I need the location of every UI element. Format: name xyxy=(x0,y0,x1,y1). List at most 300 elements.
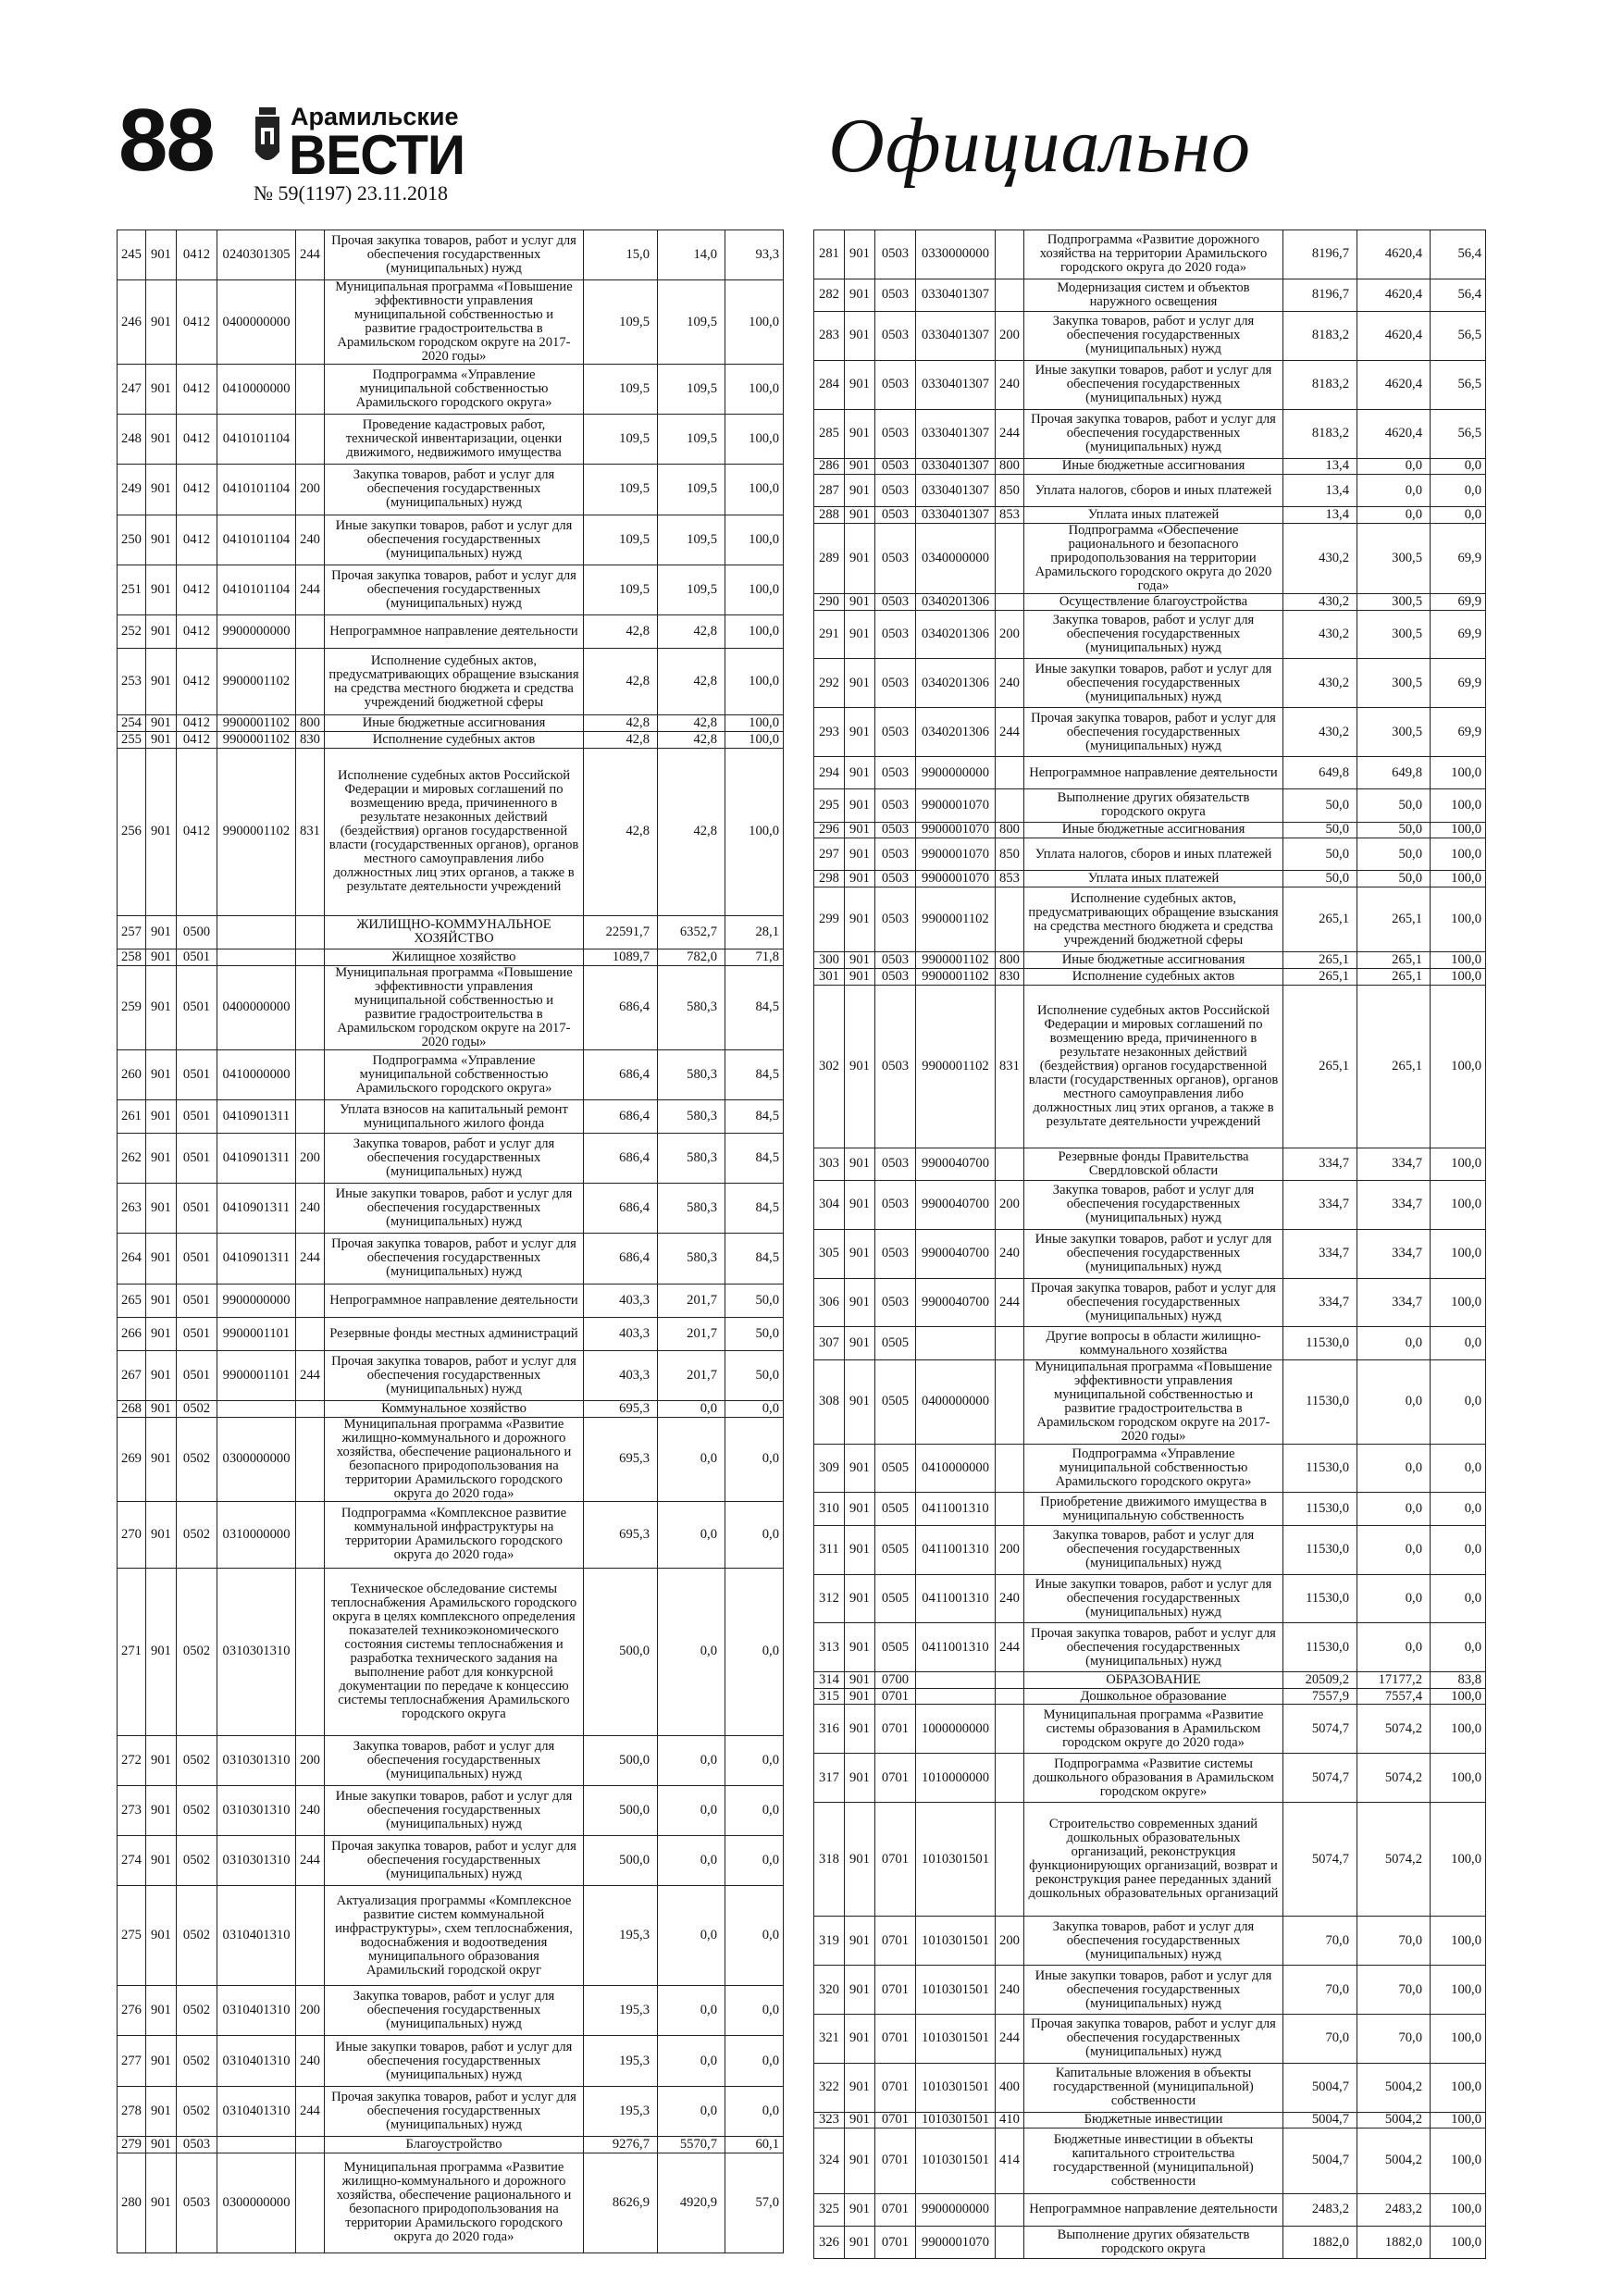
table-row xyxy=(814,2128,1486,2193)
section-code: 0701 xyxy=(875,1917,916,1966)
target-article: 0410901311 xyxy=(217,1134,296,1184)
target-article: 0300000000 xyxy=(217,1417,296,1501)
ministry-code: 901 xyxy=(146,965,177,1049)
section-code: 0501 xyxy=(177,1317,217,1350)
ministry-code: 901 xyxy=(845,985,875,1148)
percent-executed: 28,1 xyxy=(725,915,784,949)
target-article: 0410101104 xyxy=(217,515,296,565)
description: Благоустройство xyxy=(325,2136,584,2153)
expense-type: 200 xyxy=(996,1180,1024,1229)
ministry-code: 901 xyxy=(845,1688,875,1705)
planned-amount: 403,3 xyxy=(584,1284,658,1317)
description: Техническое обследование системы теплоснабжения Арамильского городского округа в целях комплексного определения показателей техникоэкономического состояния системы теплоснабжения и разработка технического задания на выполнение работ для конкурсной документации по передаче к концессию системы теплоснабжения Арамильского городского округа xyxy=(325,1569,584,1736)
ministry-code: 901 xyxy=(845,593,875,610)
planned-amount: 686,4 xyxy=(584,1100,658,1134)
percent-executed: 84,5 xyxy=(725,965,784,1049)
table-row xyxy=(118,949,784,965)
expense-type: 244 xyxy=(996,1278,1024,1327)
expense-type: 853 xyxy=(996,871,1024,887)
description: Непрограммное направление деятельности xyxy=(325,1284,584,1317)
ministry-code: 901 xyxy=(146,465,177,515)
section-code: 0505 xyxy=(875,1327,916,1359)
target-article: 0340201306 xyxy=(916,708,996,757)
percent-executed: 100,0 xyxy=(725,648,784,714)
description: Непрограммное направление деятельности xyxy=(1024,2193,1283,2226)
expense-type xyxy=(296,1886,325,1986)
row-number: 260 xyxy=(118,1049,146,1099)
description: Иные бюджетные ассигнования xyxy=(1024,822,1283,838)
planned-amount: 265,1 xyxy=(1283,887,1357,951)
expense-type xyxy=(996,593,1024,610)
table-row xyxy=(118,715,784,732)
target-article: 9900001101 xyxy=(217,1317,296,1350)
ministry-code: 901 xyxy=(845,1229,875,1278)
percent-executed: 69,9 xyxy=(1431,708,1486,757)
percent-executed: 0,0 xyxy=(1431,1493,1486,1525)
section-code: 0502 xyxy=(177,1886,217,1986)
ministry-code: 901 xyxy=(845,409,875,458)
ministry-code: 901 xyxy=(146,2136,177,2153)
expense-type: 240 xyxy=(296,1785,325,1835)
table-row xyxy=(118,230,784,280)
ministry-code: 901 xyxy=(146,1049,177,1099)
executed-amount: 5004,2 xyxy=(1357,2112,1431,2128)
target-article: 0330000000 xyxy=(916,230,996,279)
section-code: 0503 xyxy=(875,360,916,409)
row-number: 279 xyxy=(118,2136,146,2153)
left-table-body xyxy=(118,230,784,2253)
executed-amount: 580,3 xyxy=(658,1100,725,1134)
expense-type xyxy=(996,1444,1024,1493)
row-number: 254 xyxy=(118,715,146,732)
executed-amount: 334,7 xyxy=(1357,1278,1431,1327)
ministry-code: 901 xyxy=(845,1278,875,1327)
planned-amount: 11530,0 xyxy=(1283,1327,1357,1359)
row-number: 298 xyxy=(814,871,845,887)
percent-executed: 100,0 xyxy=(1431,2112,1486,2128)
executed-amount: 0,0 xyxy=(1357,1444,1431,1493)
table-row xyxy=(814,610,1486,659)
section-code: 0502 xyxy=(177,1785,217,1835)
executed-amount: 14,0 xyxy=(658,230,725,280)
ministry-code: 901 xyxy=(146,1134,177,1184)
executed-amount: 0,0 xyxy=(658,1886,725,1986)
ministry-code: 901 xyxy=(146,1234,177,1284)
planned-amount: 11530,0 xyxy=(1283,1493,1357,1525)
row-number: 309 xyxy=(814,1444,845,1493)
description: Закупка товаров, работ и услуг для обеспечения государственных (муниципальных) нужд xyxy=(325,1134,584,1184)
table-row xyxy=(118,2153,784,2253)
row-number: 306 xyxy=(814,1278,845,1327)
percent-executed: 0,0 xyxy=(1431,507,1486,524)
target-article: 0310401310 xyxy=(217,1886,296,1986)
planned-amount: 109,5 xyxy=(584,365,658,415)
target-article: 9900001102 xyxy=(217,732,296,749)
section-code: 0701 xyxy=(875,2014,916,2063)
executed-amount: 4620,4 xyxy=(1357,279,1431,311)
expense-type: 244 xyxy=(996,1623,1024,1672)
percent-executed: 100,0 xyxy=(725,715,784,732)
description: Иные закупки товаров, работ и услуг для обеспечения государственных (муниципальных) нужд xyxy=(1024,360,1283,409)
percent-executed: 100,0 xyxy=(1431,2014,1486,2063)
percent-executed: 57,0 xyxy=(725,2153,784,2253)
section-code: 0505 xyxy=(875,1359,916,1444)
ministry-code: 901 xyxy=(146,1284,177,1317)
planned-amount: 50,0 xyxy=(1283,789,1357,822)
row-number: 312 xyxy=(814,1574,845,1623)
description: Выполнение других обязательств городского округа xyxy=(1024,789,1283,822)
description: Закупка товаров, работ и услуг для обеспечения государственных (муниципальных) нужд xyxy=(1024,1917,1283,1966)
executed-amount: 265,1 xyxy=(1357,887,1431,951)
section-code: 0701 xyxy=(875,1688,916,1705)
expense-type: 244 xyxy=(296,1234,325,1284)
ministry-code: 901 xyxy=(146,915,177,949)
table-row xyxy=(814,312,1486,361)
table-row xyxy=(118,1284,784,1317)
percent-executed: 0,0 xyxy=(725,1569,784,1736)
expense-type: 800 xyxy=(996,952,1024,969)
ministry-code: 901 xyxy=(146,1400,177,1417)
target-article: 0330401307 xyxy=(916,279,996,311)
row-number: 265 xyxy=(118,1284,146,1317)
executed-amount: 0,0 xyxy=(658,1417,725,1501)
section-code: 0501 xyxy=(177,1234,217,1284)
description: ЖИЛИЩНО-КОММУНАЛЬНОЕ ХОЗЯЙСТВО xyxy=(325,915,584,949)
ministry-code: 901 xyxy=(845,757,875,789)
expense-type: 244 xyxy=(296,1350,325,1400)
executed-amount: 201,7 xyxy=(658,1317,725,1350)
expense-type xyxy=(296,2153,325,2253)
expense-type xyxy=(996,887,1024,951)
row-number: 294 xyxy=(814,757,845,789)
table-row xyxy=(814,708,1486,757)
row-number: 301 xyxy=(814,968,845,985)
target-article: 0411001310 xyxy=(916,1525,996,1574)
row-number: 281 xyxy=(814,230,845,279)
percent-executed: 60,1 xyxy=(725,2136,784,2153)
expense-type: 414 xyxy=(996,2128,1024,2193)
percent-executed: 100,0 xyxy=(725,614,784,648)
section-code: 0503 xyxy=(875,757,916,789)
percent-executed: 100,0 xyxy=(1431,952,1486,969)
expense-type: 240 xyxy=(996,1966,1024,2015)
expense-type xyxy=(296,1284,325,1317)
ministry-code: 901 xyxy=(146,415,177,465)
table-row xyxy=(814,1705,1486,1754)
row-number: 322 xyxy=(814,2063,845,2112)
percent-executed: 56,4 xyxy=(1431,230,1486,279)
section-code: 0503 xyxy=(875,838,916,871)
section-code: 0503 xyxy=(875,523,916,593)
percent-executed: 93,3 xyxy=(725,230,784,280)
planned-amount: 109,5 xyxy=(584,515,658,565)
executed-amount: 17177,2 xyxy=(1357,1672,1431,1689)
section-code: 0501 xyxy=(177,1100,217,1134)
row-number: 250 xyxy=(118,515,146,565)
percent-executed: 56,5 xyxy=(1431,409,1486,458)
executed-amount: 0,0 xyxy=(1357,475,1431,507)
executed-amount: 70,0 xyxy=(1357,1917,1431,1966)
expense-type: 200 xyxy=(996,1525,1024,1574)
ministry-code: 901 xyxy=(845,230,875,279)
description: Иные закупки товаров, работ и услуг для обеспечения государственных (муниципальных) нужд xyxy=(1024,1574,1283,1623)
section-code: 0505 xyxy=(875,1444,916,1493)
executed-amount: 580,3 xyxy=(658,1049,725,1099)
row-number: 246 xyxy=(118,280,146,365)
target-article: 0411001310 xyxy=(916,1574,996,1623)
planned-amount: 686,4 xyxy=(584,965,658,1049)
planned-amount: 265,1 xyxy=(1283,985,1357,1148)
executed-amount: 580,3 xyxy=(658,1184,725,1234)
description: Бюджетные инвестиции xyxy=(1024,2112,1283,2128)
percent-executed: 84,5 xyxy=(725,1100,784,1134)
row-number: 253 xyxy=(118,648,146,714)
percent-executed: 100,0 xyxy=(1431,2063,1486,2112)
expense-type xyxy=(296,648,325,714)
percent-executed: 100,0 xyxy=(1431,1705,1486,1754)
section-code: 0700 xyxy=(875,1672,916,1689)
executed-amount: 50,0 xyxy=(1357,789,1431,822)
target-article: 0310301310 xyxy=(217,1569,296,1736)
section-code: 0701 xyxy=(875,1754,916,1803)
table-row xyxy=(814,1180,1486,1229)
section-code: 0501 xyxy=(177,1350,217,1400)
section-code: 0503 xyxy=(875,952,916,969)
target-article: 0310301310 xyxy=(217,1785,296,1835)
row-number: 297 xyxy=(814,838,845,871)
percent-executed: 100,0 xyxy=(1431,1966,1486,2015)
ministry-code: 901 xyxy=(845,708,875,757)
expense-type: 830 xyxy=(996,968,1024,985)
planned-amount: 695,3 xyxy=(584,1417,658,1501)
row-number: 315 xyxy=(814,1688,845,1705)
row-number: 282 xyxy=(814,279,845,311)
ministry-code: 901 xyxy=(146,365,177,415)
planned-amount: 403,3 xyxy=(584,1317,658,1350)
table-row xyxy=(814,279,1486,311)
section-code: 0503 xyxy=(875,312,916,361)
executed-amount: 4620,4 xyxy=(1357,312,1431,361)
target-article: 0410000000 xyxy=(916,1444,996,1493)
percent-executed: 56,5 xyxy=(1431,312,1486,361)
table-row xyxy=(814,1574,1486,1623)
target-article xyxy=(217,949,296,965)
description: Закупка товаров, работ и услуг для обеспечения государственных (муниципальных) нужд xyxy=(1024,610,1283,659)
expense-type xyxy=(296,965,325,1049)
executed-amount: 0,0 xyxy=(658,2036,725,2086)
ministry-code: 901 xyxy=(845,1444,875,1493)
row-number: 313 xyxy=(814,1623,845,1672)
row-number: 245 xyxy=(118,230,146,280)
executed-amount: 201,7 xyxy=(658,1284,725,1317)
description: Капитальные вложения в объекты государственной (муниципальной) собственности xyxy=(1024,2063,1283,2112)
percent-executed: 100,0 xyxy=(1431,1180,1486,1229)
row-number: 308 xyxy=(814,1359,845,1444)
planned-amount: 8183,2 xyxy=(1283,312,1357,361)
expense-type xyxy=(996,230,1024,279)
target-article xyxy=(916,1327,996,1359)
table-row xyxy=(814,230,1486,279)
planned-amount: 5074,7 xyxy=(1283,1705,1357,1754)
table-row xyxy=(814,2014,1486,2063)
section-code: 0502 xyxy=(177,1400,217,1417)
executed-amount: 50,0 xyxy=(1357,822,1431,838)
ministry-code: 901 xyxy=(845,871,875,887)
section-code: 0501 xyxy=(177,1184,217,1234)
row-number: 292 xyxy=(814,659,845,708)
target-article: 0330401307 xyxy=(916,409,996,458)
executed-amount: 265,1 xyxy=(1357,952,1431,969)
table-row xyxy=(814,360,1486,409)
row-number: 288 xyxy=(814,507,845,524)
row-number: 249 xyxy=(118,465,146,515)
target-article: 0310401310 xyxy=(217,2036,296,2086)
row-number: 296 xyxy=(814,822,845,838)
section-code: 0412 xyxy=(177,465,217,515)
planned-amount: 5004,7 xyxy=(1283,2128,1357,2193)
expense-type: 200 xyxy=(296,1134,325,1184)
executed-amount: 0,0 xyxy=(658,2086,725,2136)
row-number: 325 xyxy=(814,2193,845,2226)
percent-executed: 69,9 xyxy=(1431,523,1486,593)
planned-amount: 50,0 xyxy=(1283,871,1357,887)
description: Прочая закупка товаров, работ и услуг для обеспечения государственных (муниципальных) нужд xyxy=(325,1234,584,1284)
planned-amount: 500,0 xyxy=(584,1569,658,1736)
table-row xyxy=(118,1100,784,1134)
expense-type: 800 xyxy=(996,458,1024,475)
planned-amount: 8196,7 xyxy=(1283,230,1357,279)
table-row xyxy=(814,1359,1486,1444)
table-row xyxy=(118,415,784,465)
ministry-code: 901 xyxy=(845,2063,875,2112)
target-article: 0330401307 xyxy=(916,360,996,409)
target-article: 0310401310 xyxy=(217,1986,296,2036)
expense-type: 800 xyxy=(296,715,325,732)
table-row xyxy=(118,1735,784,1785)
expense-type: 244 xyxy=(996,708,1024,757)
table-row xyxy=(118,1501,784,1568)
table-row xyxy=(814,1803,1486,1917)
ministry-code: 901 xyxy=(146,648,177,714)
percent-executed: 100,0 xyxy=(1431,822,1486,838)
row-number: 293 xyxy=(814,708,845,757)
percent-executed: 100,0 xyxy=(1431,2128,1486,2193)
percent-executed: 83,8 xyxy=(1431,1672,1486,1689)
expense-type xyxy=(296,2136,325,2153)
description: Иные бюджетные ассигнования xyxy=(1024,458,1283,475)
description: Дошкольное образование xyxy=(1024,1688,1283,1705)
section-code: 0501 xyxy=(177,1284,217,1317)
planned-amount: 9276,7 xyxy=(584,2136,658,2153)
planned-amount: 20509,2 xyxy=(1283,1672,1357,1689)
target-article: 0411001310 xyxy=(916,1493,996,1525)
target-article: 9900001102 xyxy=(916,952,996,969)
percent-executed: 100,0 xyxy=(1431,1803,1486,1917)
row-number: 268 xyxy=(118,1400,146,1417)
section-code: 0501 xyxy=(177,1049,217,1099)
percent-executed: 100,0 xyxy=(1431,1278,1486,1327)
planned-amount: 686,4 xyxy=(584,1134,658,1184)
percent-executed: 84,5 xyxy=(725,1184,784,1234)
description: Бюджетные инвестиции в объекты капитального строительства государственной (муниципальной) собственности xyxy=(1024,2128,1283,2193)
target-article xyxy=(217,915,296,949)
planned-amount: 686,4 xyxy=(584,1234,658,1284)
section-code: 0503 xyxy=(875,871,916,887)
description: Закупка товаров, работ и услуг для обеспечения государственных (муниципальных) нужд xyxy=(325,465,584,515)
target-article: 0410101104 xyxy=(217,565,296,614)
table-row xyxy=(814,1966,1486,2015)
executed-amount: 0,0 xyxy=(1357,1327,1431,1359)
ministry-code: 901 xyxy=(845,1966,875,2015)
ministry-code: 901 xyxy=(845,1672,875,1689)
target-article: 1010301501 xyxy=(916,1917,996,1966)
planned-amount: 5004,7 xyxy=(1283,2063,1357,2112)
target-article: 1010301501 xyxy=(916,2112,996,2128)
section-code: 0503 xyxy=(875,610,916,659)
description: Прочая закупка товаров, работ и услуг для обеспечения государственных (муниципальных) нужд xyxy=(325,230,584,280)
ministry-code: 901 xyxy=(845,789,875,822)
section-code: 0502 xyxy=(177,1417,217,1501)
percent-executed: 0,0 xyxy=(725,1986,784,2036)
row-number: 311 xyxy=(814,1525,845,1574)
section-code: 0503 xyxy=(875,1180,916,1229)
description: Закупка товаров, работ и услуг для обеспечения государственных (муниципальных) нужд xyxy=(1024,312,1283,361)
ministry-code: 901 xyxy=(146,749,177,916)
table-row xyxy=(118,915,784,949)
ministry-code: 901 xyxy=(845,952,875,969)
percent-executed: 71,8 xyxy=(725,949,784,965)
expense-type xyxy=(996,523,1024,593)
table-row xyxy=(814,789,1486,822)
executed-amount: 4620,4 xyxy=(1357,230,1431,279)
table-row xyxy=(814,822,1486,838)
description: Прочая закупка товаров, работ и услуг для обеспечения государственных (муниципальных) нужд xyxy=(325,2086,584,2136)
description: Коммунальное хозяйство xyxy=(325,1400,584,1417)
description: Муниципальная программа «Развитие жилищно-коммунального и дорожного хозяйства, обеспечение рационального и безопасного природопользования на территории Арамильского городского округа до 2020 года» xyxy=(325,2153,584,2253)
planned-amount: 50,0 xyxy=(1283,838,1357,871)
ministry-code: 901 xyxy=(845,2112,875,2128)
planned-amount: 50,0 xyxy=(1283,822,1357,838)
expense-type: 853 xyxy=(996,507,1024,524)
planned-amount: 13,4 xyxy=(1283,507,1357,524)
ministry-code: 901 xyxy=(146,1986,177,2036)
planned-amount: 686,4 xyxy=(584,1049,658,1099)
planned-amount: 5074,7 xyxy=(1283,1754,1357,1803)
percent-executed: 100,0 xyxy=(725,749,784,916)
row-number: 271 xyxy=(118,1569,146,1736)
ministry-code: 901 xyxy=(146,1184,177,1234)
percent-executed: 0,0 xyxy=(725,1835,784,1885)
table-row xyxy=(118,1184,784,1234)
table-row xyxy=(814,2112,1486,2128)
right-table-body xyxy=(814,230,1486,2259)
planned-amount: 42,8 xyxy=(584,614,658,648)
section-code: 0412 xyxy=(177,565,217,614)
ministry-code: 901 xyxy=(146,1886,177,1986)
row-number: 251 xyxy=(118,565,146,614)
executed-amount: 300,5 xyxy=(1357,523,1431,593)
ministry-code: 901 xyxy=(845,279,875,311)
planned-amount: 13,4 xyxy=(1283,458,1357,475)
ministry-code: 901 xyxy=(845,2014,875,2063)
percent-executed: 100,0 xyxy=(1431,2226,1486,2258)
description: Прочая закупка товаров, работ и услуг для обеспечения государственных (муниципальных) нужд xyxy=(1024,1278,1283,1327)
ministry-code: 901 xyxy=(146,280,177,365)
section-code: 0503 xyxy=(875,968,916,985)
target-article: 9900001070 xyxy=(916,838,996,871)
row-number: 289 xyxy=(814,523,845,593)
ministry-code: 901 xyxy=(845,458,875,475)
